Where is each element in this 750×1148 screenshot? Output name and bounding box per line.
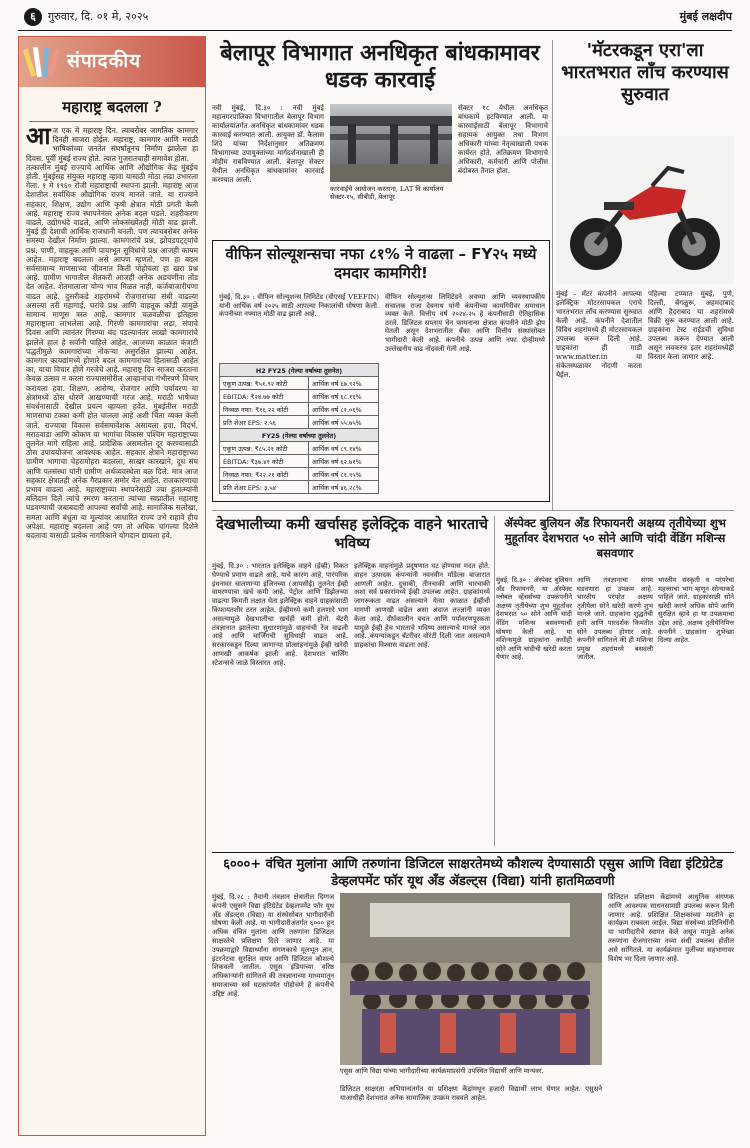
page-number: ६ [24, 8, 42, 26]
table-cell: प्रति शेअर EPS: २.५६ [220, 416, 309, 429]
table-cell: निव्वळ नफा: ₹२२.२१ कोटी [220, 468, 309, 481]
section-rule [212, 510, 734, 511]
motorcycle-photo [556, 136, 734, 284]
story-belapur-col1: नवी मुंबई, दि.३० : नवी मुंबई महानगरपालिका विभागातील बेलापूर विभाग कार्यालयांतर्गत अनधिकृत बांधकामांवर धडक कारवाई करण्यात आली. आयुक्त डॉ. कैलास शिंदे यांच्या निर्देशानुसार अतिक्रमण विभागाच्या उपायुक्तांच्या मार्गदर्शनाखाली ही मोहीम राबविण्यात आली. बेलापूर सेक्टर येथील अनधिकृत बांधकामांवर कारवाई करण्यात आली. [212, 104, 324, 184]
story-matter [556, 40, 734, 442]
story-aspect-col1: मुंबई, दि.३० : ॲस्पेक्ट बुलियन ॲंड रिफायनरी, या ॲस्पेक्ट ग्लोबल व्हेंचर्सच्या उपकंपनीने अक्षय्य तृतीयेच्या शुभ मुहूर्तावर देशभरात ५० सोने आणि चांदी वेंडिंग मशिन्स बसवण्याची घोषणा केली आहे. या मशिन्समुळे ग्राहकांना कधीही सोने आणि चांदीची खरेदी करता येणार आहे. [496, 576, 572, 662]
story-belapur-headline: बेलापूर विभागात अनधिकृत बांधकामावर धडक कारवाई [220, 41, 540, 93]
table-cell: आर्थिक वर्ष ६८.१६% [308, 390, 378, 403]
story-veefin-headline: वीफिन सोल्यूशन्सचा नफा ८१% ने वाढला – FY२५ मध्ये दमदार कामगिरी! [225, 245, 537, 282]
table-row [220, 442, 379, 455]
table-cell: आर्थिक वर्ष ६२.७१% [308, 455, 378, 468]
table-cell: आर्थिक वर्ष ५५.७५% [308, 416, 378, 429]
story-asus-caption: एसुस आणि विद्या यांच्या भागीदारीच्या कार्यक्रमाप्रसंगी उपस्थित विद्यार्थी आणि मान्यवर. [340, 1067, 544, 1075]
story-matter-col2: पहिल्या टप्प्यात मुंबई, पुणे, दिल्ली, बेंगळुरू, अहमदाबाद आणि हैदराबाद या शहरांमध्ये विक्री सुरू करण्यात आली आहे. ग्राहकांना टेस्ट राईडची सुविधा उपलब्ध करून देण्यात आली असून लवकरच इतर शहरांमध्येही विस्तार केला जाणार आहे. [648, 290, 734, 361]
story-aspect-headline: ॲस्पेक्ट बुलियन ॲंड रिफायनरी अक्षय्य तृतीयेच्या शुभ मुहूर्तावर देशभरात ५० सोने आणि चांदी वेंडिंग मशिन्स बसवणार [504, 516, 726, 560]
story-aspect-col3: भारतीय संस्कृती व परंपरेचा महत्त्वाचा भाग म्हणून सोन्याकडे पाहिले जाते. ग्राहकांसाठी सोने खरेदी करणे अधिक सोपे आणि सुरक्षित व्हावे हा या उपक्रमाचा उद्देश आहे. अक्षय्य तृतीयेनिमित्त कंपनीने ग्राहकांना शुभेच्छा दिल्या आहेत. [658, 576, 734, 645]
story-veefin-col2: वीफिन सोल्यूशन्स लिमिटेडने अवघ्या आणि व्यवस्थापकीय संचालक राजा देबनाथ यांनी कंपनीच्या कामगिरीवर समाधान व्यक्त केले. वित्तीय वर्ष २०२४-२५ हे कंपनीसाठी ऐतिहासिक ठरले. डिजिटल सप्लाय चेन फायनान्स क्षेत्रात कंपनीने मोठी झेप घेतली असून देशभरातील बँका आणि वित्तीय संस्थांसोबत भागीदारी केली आहे. कंपनीचे उत्पन्न आणि नफा दोन्हीमध्ये उल्लेखनीय वाढ नोंदवली गेली आहे. [385, 293, 545, 353]
table-cell: EBITDA: ₹३७.४१ कोटी [220, 455, 309, 468]
editorial-body: तत्कालीन मुंबई राज्याचे आर्थिक आणि औद्योगिक केंद्र मुंबईच होती. मुंबईसह संयुक्त महाराष्ट्र व्हावा यासाठी मोठा लढा उभारला गेला. १ मे १९६० रोजी महाराष्ट्राची स्थापना झाली. महाराष्ट्र आज देशातील सर्वाधिक औद्योगिक राज्य मानले जाते. या राज्याने सहकार, शिक्षण, उद्योग आणि कृषी क्षेत्रात मोठी प्रगती केली आहे. महाराष्ट्र राज्य स्थापनेनंतर अनेक बदल घडले. शहरीकरण वाढले, उद्योगधंदे वाढले, आणि लोकसंख्येतही मोठी वाढ झाली. मुंबई ही देशाची आर्थिक राजधानी बनली. पण त्याचबरोबर अनेक समस्या देखील निर्माण झाल्या. कामगारांचे प्रश्न, झोपडपट्ट्यांचे प्रश्न, पाणी, वाहतूक आणि पायाभूत सुविधांचे प्रश्न आजही कायम आहेत. महाराष्ट्र बदलला असे आपण म्हणतो, पण हा बदल सर्वसामान्य माणसाच्या जीवनात किती पोहोचला हा खरा प्रश्न आहे. ग्रामीण भागातील शेतकरी आजही अनेक अडचणींना तोंड देत आहेत. शेतमालाला योग्य भाव मिळत नाही, कर्जबाजारीपणा वाढत आहे. दुसरीकडे शहरांमध्ये रोजगाराच्या संधी वाढल्या असल्या तरी महागाई, घरांचे प्रश्न आणि वाहतूक कोंडी यामुळे सामान्य माणूस त्रस्त आहे. कामगार चळवळीचा इतिहास महाराष्ट्राला लाभलेला आहे. गिरणी कामगारांचा लढा, संपाचे दिवस आणि त्यानंतर गिरण्या बंद पडल्यानंतर लाखो कामगारांचे झालेले हाल हे सर्वांनी पाहिले आहेत. आजच्या काळात कंत्राटी पद्धतीमुळे कामगारांच्या नोकऱ्या असुरक्षित झाल्या आहेत. कामगार कायद्यांमध्ये होणारे बदल कामगारांच्या हितासाठी आहेत का, याचा विचार होणे गरजेचे आहे. महाराष्ट्र दिन साजरा करताना केवळ उत्सव न करता राज्यासमोरील आव्हानांचा गंभीरपणे विचार करायला हवा. शिक्षण, आरोग्य, रोजगार आणि पर्यावरण या क्षेत्रांमध्ये ठोस धोरणे आखण्याची गरज आहे. मराठी भाषेच्या संवर्धनासाठी देखील प्रयत्न व्हायला हवेत. मुंबईतील मराठी माणसाचा टक्का कमी होत चालला आहे अशी चिंता व्यक्त केली जाते. राज्याचा विकास सर्वसमावेशक असायला हवा. विदर्भ, मराठवाडा आणि कोकण या भागांचा विकास पश्चिम महाराष्ट्राच्या तुलनेत मागे राहिला आहे. प्रादेशिक असमतोल दूर करण्यासाठी ठोस उपाययोजना आवश्यक आहेत. सहकार क्षेत्राने महाराष्ट्राच्या ग्रामीण भागाचा चेहरामोहरा बदलला, साखर कारखाने, दूध संघ आणि पतसंस्था यांनी ग्रामीण अर्थव्यवस्थेला बळ दिले. मात्र आज सहकार क्षेत्रातही अनेक गैरप्रकार समोर येत आहेत. राजकारणाचा प्रभाव वाढला आहे. महाराष्ट्राच्या स्थापनेसाठी ज्या हुतात्म्यांनी बलिदान दिले त्यांचे स्मरण करताना त्यांच्या स्वप्नातील महाराष्ट्र घडवण्याची जबाबदारी आपल्या सर्वांची आहे. सामाजिक सलोखा, समता आणि बंधुता या मूल्यांवर आधारित राज्य उभे राहावे हीच अपेक्षा. महाराष्ट्र बदलला आहे पण तो अधिक चांगल्या दिशेने बदलावा यासाठी प्रत्येक नागरिकाने योगदान द्यायला हवे. [26, 162, 198, 540]
page-header [0, 0, 750, 34]
table-cell: आर्थिक वर्ष ६७.९२% [308, 377, 378, 390]
editorial-rule [29, 121, 195, 122]
masthead: मुंबई लक्षदीप [679, 10, 732, 23]
table-cell: EBITDA: ₹२४.७७ कोटी [220, 390, 309, 403]
photo-ground [330, 164, 452, 182]
story-asus-col1: मुंबई, दि.२८ : तैवानी तंत्रज्ञान क्षेत्रातील दिग्गज कंपनी एसुसने विद्या इंटिग्रेटेड डेव्हलपमेंट फॉर यूथ ॲंड ॲडल्ट्स (विद्या) या संस्थेसोबत भागीदारीची घोषणा केली आहे. या भागीदारीअंतर्गत ६००० हून अधिक वंचित मुलांना आणि तरुणांना डिजिटल साक्षरतेचे प्रशिक्षण दिले जाणार आहे. या उपक्रमाद्वारे विद्यार्थ्यांना संगणकाचे मूलभूत ज्ञान, इंटरनेटचा सुरक्षित वापर आणि डिजिटल कौशल्ये शिकवली जातील. एसुस इंडियाच्या वरिष्ठ अधिकाऱ्यांनी सांगितले की तंत्रज्ञानाच्या माध्यमातून समाजाच्या सर्व घटकांपर्यंत पोहोचणे हे कंपनीचे उद्दिष्ट आहे. [212, 893, 334, 998]
table-row [220, 416, 379, 429]
editorial-headline: महाराष्ट्र बदलला ? [62, 98, 162, 116]
story-matter-col1: मुंबई – मॅटर कंपनीने आपल्या इलेक्ट्रिक मोटरसायकल एराचे भारतभरात लाँच करण्यास सुरुवात केली आहे. कंपनीने देशातील विविध शहरांमध्ये ही मोटरसायकल उपलब्ध करून दिली आहे. ग्राहकांना ही गाडी www.matter.in या संकेतस्थळावर नोंदणी करता येईल. [556, 290, 642, 379]
table-row [220, 390, 379, 403]
metro-photo [330, 104, 452, 182]
column-rule [552, 40, 553, 510]
editorial-lede-text: ज एक मे महाराष्ट्र दिन. त्याबरोबर जागतिक कामगार दिनही साजरा होईल. महाराष्ट्र, कामगार आणि मराठी भाषिकांच्या जनतेत संघर्षातूनच निर्माण झालेला हा दिवस. पूर्वी मुंबई राज्य होते. त्यात गुजरातचाही समावेश होता. [26, 126, 198, 163]
table-cell: निव्वळ नफा: ₹१६.२२ कोटी [220, 403, 309, 416]
issue-date: गुरुवार, दि. ०१ मे, २०२५ [48, 10, 149, 23]
story-aspect-col2: आणि तंत्रज्ञानाचा संगम घडवणारा हा उपक्रम आहे. भारतीय परंपरेत अक्षय्य तृतीयेला सोने खरेदी करणे शुभ मानले जाते. ग्राहकांना शुद्धतेची हमी आणि पारदर्शक किमतीत सोने उपलब्ध होणार आहे. कंपनीने सांगितले की ही मशिन्स प्रमुख शहरांमध्ये बसवली जातील. [577, 576, 653, 662]
story-asus-col3: डिजिटल प्रशिक्षण केंद्रांमध्ये आधुनिक संगणक आणि आवश्यक साधनसामग्री उपलब्ध करून दिली जाणार आहे. प्रशिक्षित शिक्षकांच्या मदतीने हा कार्यक्रम राबवला जाईल. विद्या संस्थेच्या प्रतिनिधींनी या भागीदारीचे स्वागत केले असून यामुळे अनेक तरुणांना रोजगाराच्या नव्या संधी उपलब्ध होतील असे सांगितले. या कार्यक्रमात मुलींच्या सहभागावर विशेष भर दिला जाणार आहे. [608, 893, 734, 963]
table-row [220, 403, 379, 416]
editorial-banner [19, 37, 205, 87]
table-row [220, 377, 379, 390]
table-title: FY25 (गेल्या वर्षाच्या तुलनेत) [220, 429, 379, 442]
table-cell: आर्थिक वर्ष ४६.२८% [308, 481, 378, 494]
story-ev-headline: देखभालीच्या कमी खर्चासह इलेक्ट्रिक वाहने भारताचे भविष्य [216, 517, 488, 552]
story-belapur-caption: कारवाईचे आयोजन करताना, LAT वि कार्यालय सेक्टर-१५, सीबीडी, बेलापूर [330, 185, 444, 202]
story-veefin [212, 240, 550, 502]
editorial-lede [19, 121, 205, 163]
financial-table [219, 363, 379, 494]
editorial-sidebar [18, 36, 206, 1136]
group-photo [340, 893, 602, 1065]
story-ev [212, 516, 492, 846]
table-row [220, 481, 379, 494]
story-belapur-col3: सेक्टर १८ येथील अनधिकृत बांधकामे हटविण्यात आली. या कारवाईसाठी बेलापूर विभागाचे सहायक आयुक्त तथा विभाग अधिकारी यांच्या नेतृत्वाखाली पथक कार्यरत होते. अतिक्रमण विभागाचे अधिकारी, कर्मचारी आणि पोलीस बंदोबस्त तैनात होता. [458, 104, 548, 175]
table-title: H2 FY25 (गेल्या वर्षाच्या तुलनेत) [220, 364, 379, 377]
pencils-icon [23, 43, 63, 81]
table-row [220, 455, 379, 468]
story-asus-vidya [212, 852, 734, 1142]
table-row [220, 468, 379, 481]
column-rule [494, 516, 495, 846]
story-matter-headline: 'मॅटरकडून एरा'ला भारतभरात लाँच करण्यास सुरुवात [561, 40, 729, 105]
table-cell: प्रति शेअर EPS: ३.५४ [220, 481, 309, 494]
table-cell: आर्थिक वर्ष ८१.०६% [308, 403, 378, 416]
story-asus-col2-bottom: डिजिटल साक्षरता अभियानांतर्गत या प्रशिक्षण केंद्रांमधून हजारो विद्यार्थी लाभ घेणार आहेत. एसुसने याआधीही देशभरात अनेक सामाजिक उपक्रम राबवले आहेत. [340, 1085, 602, 1102]
story-aspect-bullion [496, 516, 734, 846]
editorial-title: संपादकीय [67, 50, 142, 72]
story-belapur [212, 40, 548, 236]
table-cell: एकूण उत्पन्न: ₹५१.९२ कोटी [220, 377, 309, 390]
table-cell: आर्थिक वर्ष ८९.१४% [308, 442, 378, 455]
story-ev-col1: मुंबई, दि.३० : भारतात इलेक्ट्रिक वाहने (ईव्ही) विकत घेण्याचे प्रमाण वाढले आहे. याचे कारण आहे, पारंपरिक इंधनावर चालणाऱ्या इंजिनच्या (आयसीई) तुलनेत ईव्ही वापरण्याचा खर्च कमी आहे. पेट्रोल आणि डिझेलच्या वाढत्या किमती लक्षात घेता इलेक्ट्रिक वाहने ग्राहकांसाठी किफायतशीर ठरत आहेत. ईव्हीमध्ये कमी हलणारे भाग असल्यामुळे देखभालीचा खर्चही कमी होतो. बॅटरी तंत्रज्ञानात झालेल्या सुधारणांमुळे वाहनांची रेंज वाढली आहे आणि चार्जिंगची सुविधाही वाढत आहे. सरकारकडून दिल्या जाणाऱ्या प्रोत्साहनांमुळे ईव्ही खरेदी आणखी आकर्षक झाली आहे. देशभरात चार्जिंग स्टेशन्सचे जाळे विस्तारत आहे. [212, 562, 348, 667]
header-rule [18, 30, 732, 31]
story-ev-col2: इलेक्ट्रिक वाहनांमुळे प्रदूषणात घट होण्यास मदत होते. वाहन उत्पादक कंपन्यांनी नवनवीन मॉडेल्स बाजारात आणली आहेत. दुचाकी, तीनचाकी आणि चारचाकी अशा सर्व प्रकारांमध्ये ईव्ही उपलब्ध आहेत. ग्राहकांमध्ये जागरूकता वाढत असल्याने येत्या काळात ईव्हीची मागणी आणखी वाढेल असा अंदाज तज्ज्ञांनी व्यक्त केला आहे. दीर्घकालीन बचत आणि पर्यावरणपूरकता यामुळे ईव्ही हेच भारताचे भविष्य असल्याचे मानले जात आहे. कंपन्यांकडून बॅटरीवर वॉरंटी दिली जात असल्याने ग्राहकांचा विश्वास वाढला आहे. [354, 562, 490, 650]
story-asus-headline: ६०००+ वंचित मुलांना आणि तरुणांना डिजिटल साक्षरतेमध्ये कौशल्य देण्यासाठी एसुस आणि विद्या इंटिग्रेटेड डेव्हलपमेंट फॉर यूथ ॲंड ॲडल्ट्स (विद्या) यांनी हातमिळवणी [223, 857, 723, 889]
table-cell: एकूण उत्पन्न: ₹८५.२१ कोटी [220, 442, 309, 455]
story-veefin-col1: मुंबई, दि.३० : वीफिन सोल्यूशन्स लिमिटेड (वीएसई VEEFIN) यांनी आर्थिक वर्ष २०२५ साठी आपल्या निकालांची घोषणा केली. कंपनीच्या नफ्यात मोठी वाढ झाली आहे. [219, 293, 379, 319]
dropcap: आ [26, 121, 51, 150]
table-cell: आर्थिक वर्ष ८१.९५% [308, 468, 378, 481]
